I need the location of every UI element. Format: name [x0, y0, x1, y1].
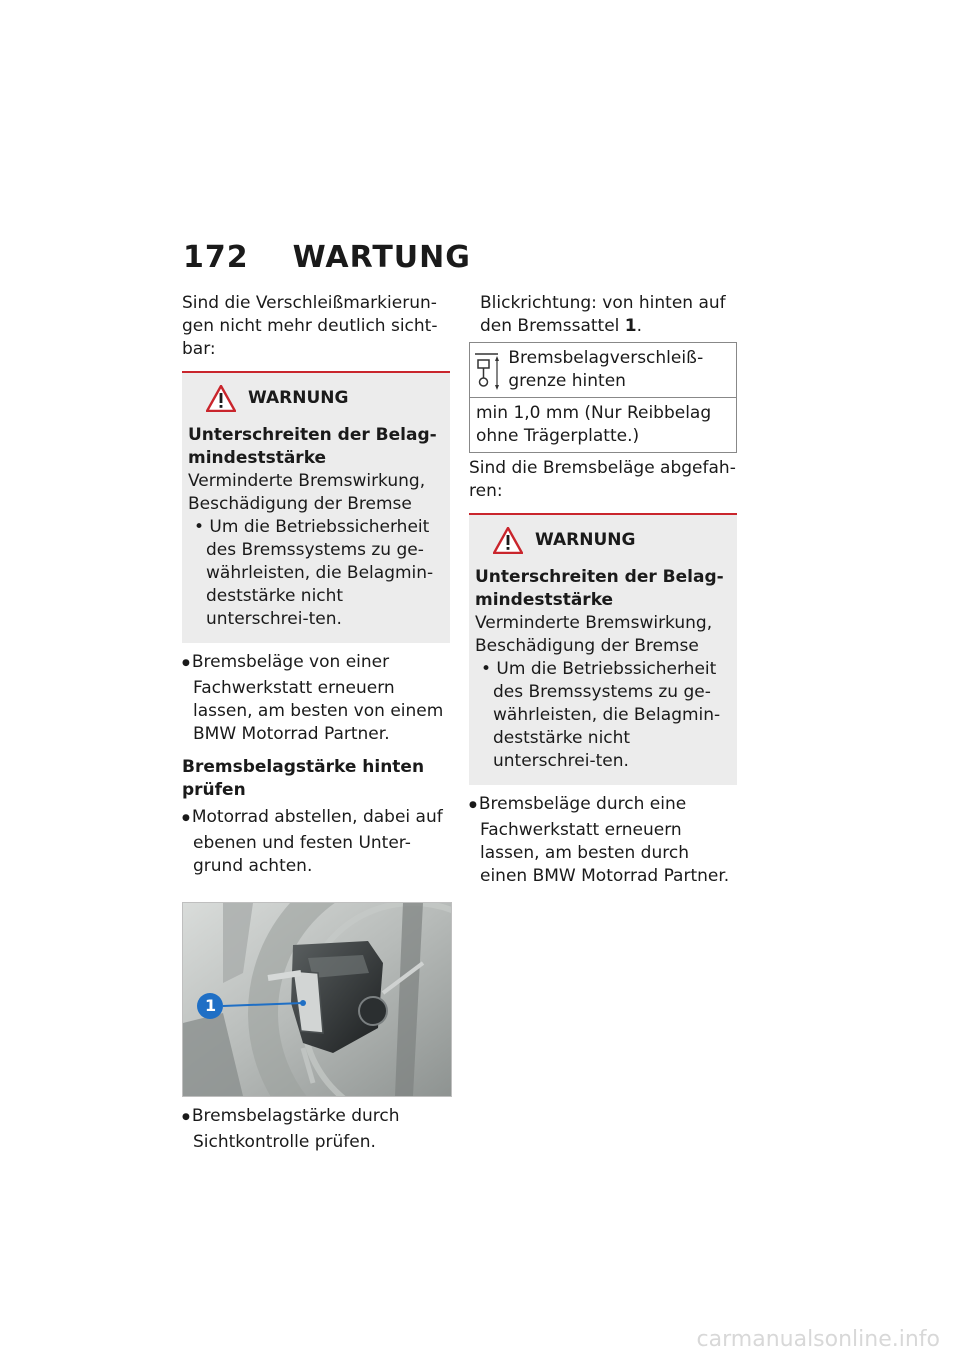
view-direction-text: Blickrichtung: von hinten auf den Bremssattel	[480, 293, 726, 336]
warning-label: WARNUNG	[248, 388, 349, 408]
section-title: WARTUNG	[292, 240, 471, 275]
brake-caliper-illustration	[183, 903, 451, 1096]
warning-title: Unterschreiten der Belag-mindeststärke	[475, 567, 724, 610]
warning-triangle-icon	[206, 385, 236, 412]
list-item: ● Bremsbeläge durch eine Fachwerkstatt erneuern lassen, am besten durch einen BMW Motorrad Partner.	[469, 793, 737, 888]
warning-header	[188, 385, 444, 412]
brake-pad-wear-icon	[470, 343, 504, 397]
view-direction	[469, 292, 737, 338]
spec-table	[469, 342, 737, 453]
page-header	[183, 240, 471, 275]
right-column	[469, 292, 737, 892]
warning-box	[469, 513, 737, 785]
spec-label: Bremsbelagverschleiß-grenze hinten	[508, 348, 704, 391]
view-ref: 1	[624, 316, 637, 336]
warning-label: WARNUNG	[535, 530, 636, 550]
spec-header-row	[470, 343, 736, 398]
warning-title: Unterschreiten der Belag-mindeststärke	[188, 425, 437, 468]
warning-bullet: • Um die Betriebssicherheit des Bremssystems zu ge-währleisten, die Belagmin-deststärke nicht unterschrei-ten.	[194, 517, 434, 629]
page-number: 172	[183, 240, 249, 275]
subheading: Bremsbelagstärke hinten prüfen	[182, 757, 425, 800]
warning-box	[182, 371, 450, 643]
callout-label: 1	[205, 996, 217, 1015]
warning-triangle-icon	[493, 527, 523, 554]
list-item: ● Bremsbelagstärke durch Sichtkontrolle prüfen.	[182, 1105, 450, 1154]
list-item: ● Bremsbeläge von einer Fachwerkstatt erneuern lassen, am besten von einem BMW Motorrad Partner.	[182, 651, 450, 746]
intro-text: Sind die Verschleißmarkierun-gen nicht mehr deutlich sicht-bar:	[182, 293, 438, 359]
intro-text: Sind die Bremsbeläge abgefah-ren:	[469, 458, 736, 501]
warning-text: Verminderte Bremswirkung, Beschädigung der Bremse	[188, 471, 426, 514]
watermark: carmanualsonline.info	[696, 1327, 940, 1352]
brake-caliper-photo	[182, 902, 452, 1097]
list-item: ● Motorrad abstellen, dabei auf ebenen und festen Unter-grund achten.	[182, 806, 450, 878]
warning-bullet: • Um die Betriebssicherheit des Bremssystems zu ge-währleisten, die Belagmin-deststärke nicht unterschrei-ten.	[481, 659, 721, 771]
warning-header	[475, 527, 731, 554]
spec-value: min 1,0 mm (Nur Reibbelag ohne Trägerplatte.)	[476, 403, 712, 446]
view-direction-end: .	[636, 316, 643, 336]
warning-text: Verminderte Bremswirkung, Beschädigung der Bremse	[475, 613, 713, 656]
left-column	[182, 292, 450, 1158]
